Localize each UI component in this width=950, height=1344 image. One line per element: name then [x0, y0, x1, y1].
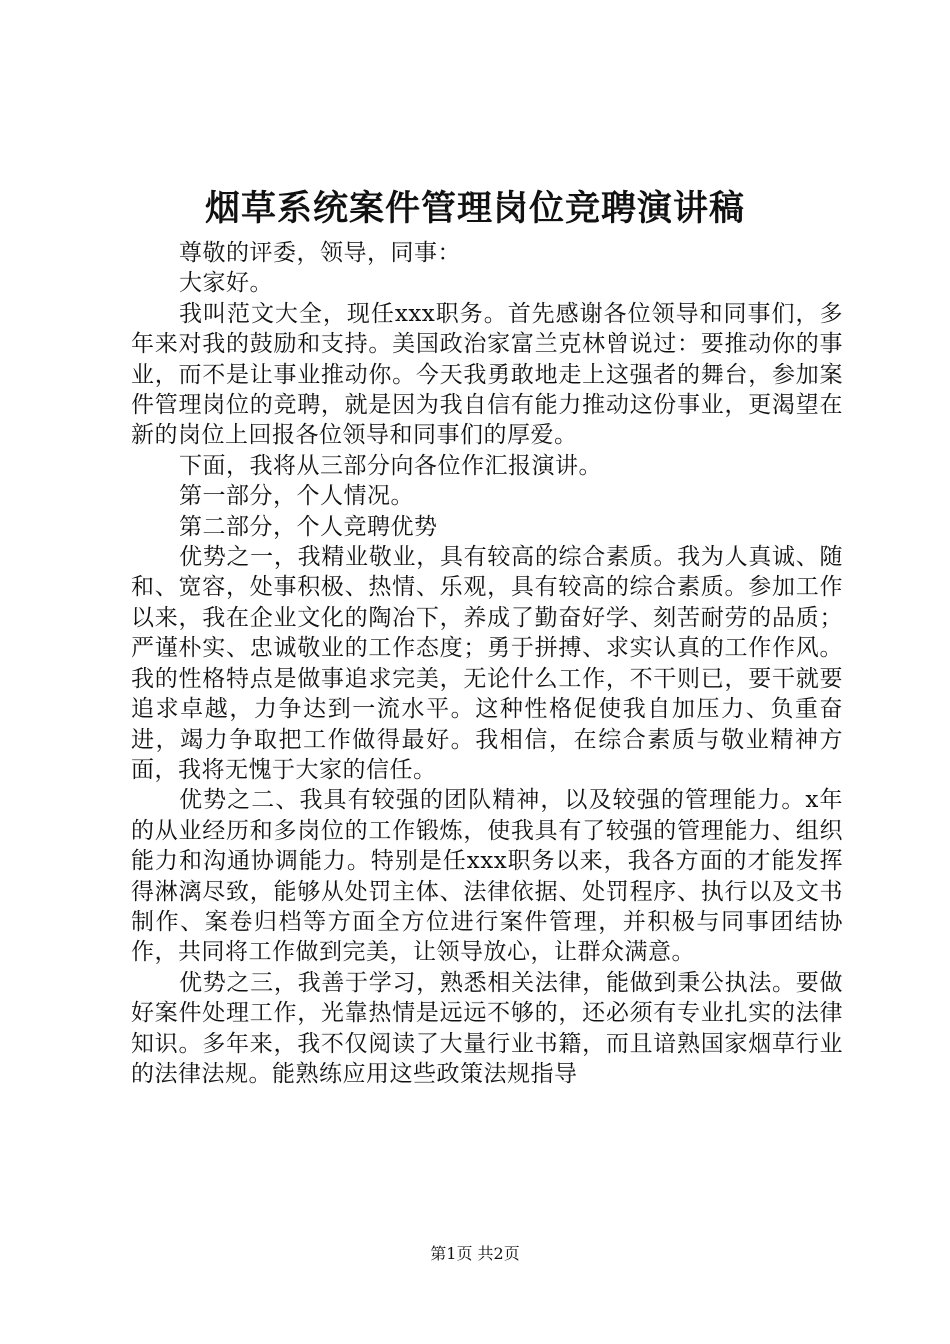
paragraph-salutation: 尊敬的评委，领导，同事： — [179, 240, 461, 266]
page-number-footer: 第1页 共2页 — [430, 1244, 520, 1263]
paragraph-part-one: 第一部分，个人情况。 — [179, 483, 414, 510]
paragraph-part-two: 第二部分，个人竞聘优势 — [179, 513, 438, 540]
document-body — [131, 238, 843, 1089]
paragraph-greeting: 大家好。 — [179, 270, 273, 297]
paragraph-advantage-one: 优势之一，我精业敬业，具有较高的综合素质。我为人真诚、随和、宽容，处事积极、热情、乐观，具有较高的综合素质。参加工作以来，我在企业文化的陶冶下，养成了勤奋好学、刻苦耐劳的品质；严谨朴实、忠诚敬业的工作态度；勇于拼搏、求实认真的工作作风。我的性格特点是做事追求完美，无论什么工作，不干则已，要干就要追求卓越，力争达到一流水平。这种性格促使我自加压力、负重奋进，竭力争取把工作做得最好。我相信，在综合素质与敬业精神方面，我将无愧于大家的信任。 — [131, 544, 843, 783]
paragraph-introduction: 我叫范文大全，现任xxx职务。首先感谢各位领导和同事们，多年来对我的鼓励和支持。美国政治家富兰克林曾说过：要推动你的事业，而不是让事业推动你。今天我勇敢地走上这强者的舞台，参加案件管理岗位的竞聘，就是因为我自信有能力推动这份事业，更渴望在新的岗位上回报各位领导和同事们的厚爱。 — [131, 300, 843, 449]
paragraph-advantage-three: 优势之三，我善于学习，熟悉相关法律，能做到秉公执法。要做好案件处理工作，光靠热情是远远不够的，还必须有专业扎实的法律知识。多年来，我不仅阅读了大量行业书籍，而且谙熟国家烟草行业的法律法规。能熟练应用这些政策法规指导 — [131, 969, 843, 1087]
document-title: 烟草系统案件管理岗位竞聘演讲稿 — [204, 188, 745, 229]
paragraph-outline: 下面，我将从三部分向各位作汇报演讲。 — [179, 452, 602, 479]
paragraph-advantage-two: 优势之二、我具有较强的团队精神，以及较强的管理能力。x年的从业经历和多岗位的工作锻炼，使我具有了较强的管理能力、组织能力和沟通协调能力。特别是任xxx职务以来，我各方面的才能发挥得淋漓尽致，能够从处罚主体、法律依据、处罚程序、执行以及文书制作、案卷归档等方面全方位进行案件管理，并积极与同事团结协作，共同将工作做到完美，让领导放心，让群众满意。 — [131, 787, 843, 966]
